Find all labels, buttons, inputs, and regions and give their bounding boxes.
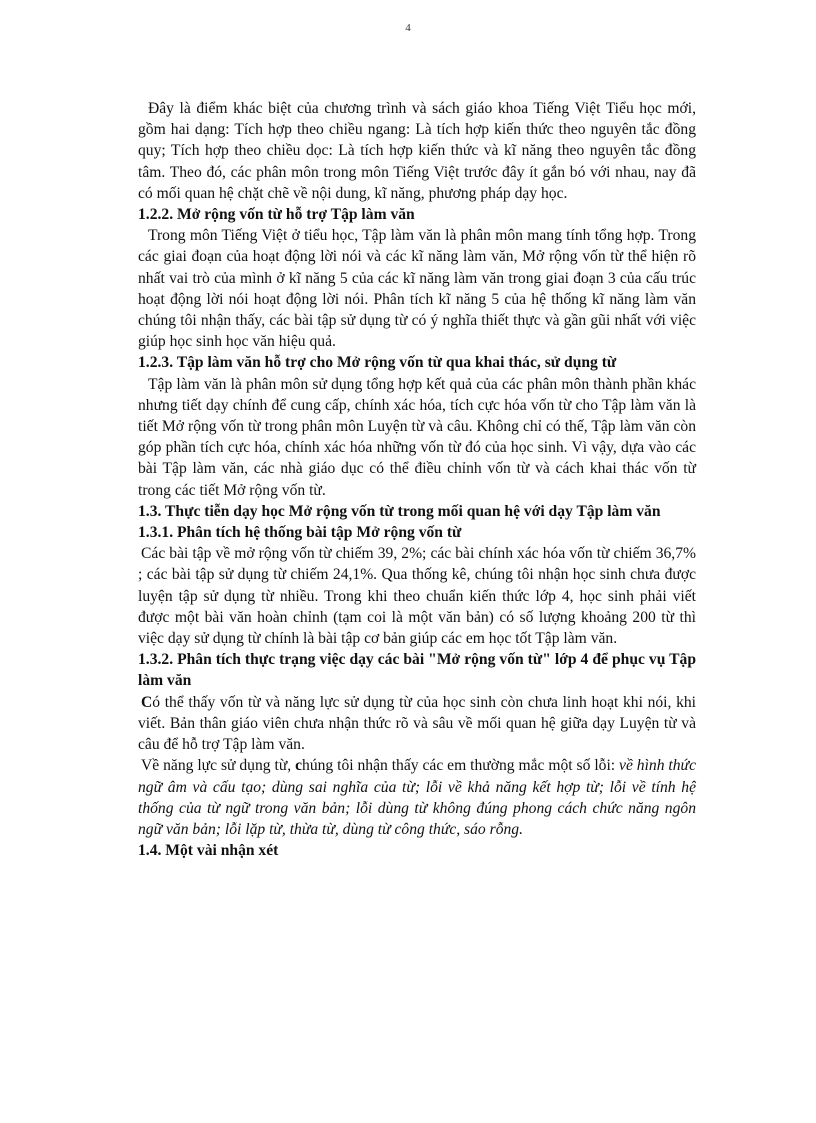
paragraph-integration: Đây là điểm khác biệt của chương trình và sách giáo khoa Tiếng Việt Tiểu học mới, gồm hai dạng: Tích hợp theo chiều ngang: Là tích hợp kiến thức theo nguyên tắc đồng quy; Tích hợp theo chiều dọc: Là tích hợp kiến thức và kĩ năng theo nguyên tắc đồng tâm. Theo đó, các phân môn trong môn Tiếng Việt trước đây ít gắn bó với nhau, nay đã có mối quan hệ chặt chẽ về nội dung, kĩ năng, phương pháp dạy học.	[138, 100, 696, 202]
drop-letter: C	[141, 693, 153, 711]
paragraph-exercise-stats: Các bài tập về mở rộng vốn từ chiếm 39, 2%; các bài chính xác hóa vốn từ chiếm 36,7% ; các bài tập sử dụng từ chiếm 24,1%. Qua thống kê, chúng tôi nhận học sinh chưa được luyện tập sử dụng từ nhiều. Trong khi theo chuẩn kiến thức lớp 4, học sinh phải viết được một bài văn hoàn chỉnh (tạm coi là một văn bản) có số lượng khoảng 200 từ thì việc dạy sử dụng từ chính là bài tập cơ bản giúp các em học tốt Tập làm văn.	[138, 545, 696, 648]
paragraph-vocabulary-support: Trong môn Tiếng Việt ở tiểu học, Tập làm văn là phân môn mang tính tổng hợp. Trong các giai đoạn của hoạt động lời nói và các kĩ năng làm văn, Mở rộng vốn từ thể hiện rõ nhất vai trò của mình ở kĩ năng 5 của các kĩ năng làm văn trong giai đoạn 3 của cấu trúc hoạt động lời nói hoạt động lời nói. Phân tích kĩ năng 5 của hệ thống kĩ năng làm văn chúng tôi nhận thấy, các bài tập sử dụng từ có ý nghĩa thiết thực và gần gũi nhất với việc giúp học sinh học văn hiệu quả.	[138, 227, 696, 351]
errors-list: về hình thức ngữ âm và cấu tạo; dùng sai nghĩa của từ; lỗi về khả năng kết hợp từ; lỗi về tính hệ thống của từ ngữ trong văn bản; lỗi dùng từ không đúng phong cách chức năng ngôn ngữ văn bản; lỗi lặp từ, thừa từ, dùng từ công thức, sáo rỗng.	[138, 757, 696, 838]
errors-intro-c: húng tôi nhận thấy các em thường mắc một số lỗi:	[302, 757, 620, 775]
heading-1-3: 1.3. Thực tiễn dạy học Mở rộng vốn từ trong mối quan hệ với dạy Tập làm văn	[138, 502, 661, 520]
paragraph-current-situation-text: ó thể thấy vốn từ và năng lực sử dụng từ của học sinh còn chưa linh hoạt khi nói, khi viết. Bản thân giáo viên chưa nhận thức rõ và sâu về mối quan hệ giữa dạy Luyện từ và câu để hỗ trợ Tập làm văn.	[138, 693, 696, 754]
heading-1-4: 1.4. Một vài nhận xét	[138, 842, 279, 860]
heading-1-3-2: 1.3.2. Phân tích thực trạng việc dạy các bài "Mở rộng vốn từ" lớp 4 để phục vụ Tập làm văn	[138, 651, 696, 690]
paragraph-current-situation	[138, 692, 696, 756]
errors-intro-a: Về năng lực sử dụng từ,	[141, 757, 296, 775]
paragraph-composition-support: Tập làm văn là phân môn sử dụng tổng hợp kết quả của các phân môn thành phần khác nhưng tiết dạy chính để cung cấp, chính xác hóa, tích cực hóa vốn từ cho Tập làm văn là tiết Mở rộng vốn từ trong phân môn Luyện từ và câu. Không chỉ có thế, Tập làm văn còn góp phần tích cực hóa, chính xác hóa những vốn từ đó của học sinh. Vì vậy, dựa vào các bài Tập làm văn, các nhà giáo dục có thể điều chỉnh vốn từ và cách khai thác vốn từ trong các tiết Mở rộng vốn từ.	[138, 375, 696, 499]
errors-intro-bold: c	[295, 757, 303, 775]
document-body	[138, 98, 696, 861]
paragraph-word-errors	[138, 755, 696, 840]
heading-1-2-2: 1.2.2. Mở rộng vốn từ hỗ trợ Tập làm văn	[138, 206, 415, 224]
page-number: 4	[405, 22, 411, 34]
heading-1-2-3: 1.2.3. Tập làm văn hỗ trợ cho Mở rộng vốn từ qua khai thác, sử dụng từ	[138, 354, 617, 372]
heading-1-3-1: 1.3.1. Phân tích hệ thống bài tập Mở rộng vốn từ	[138, 524, 462, 542]
